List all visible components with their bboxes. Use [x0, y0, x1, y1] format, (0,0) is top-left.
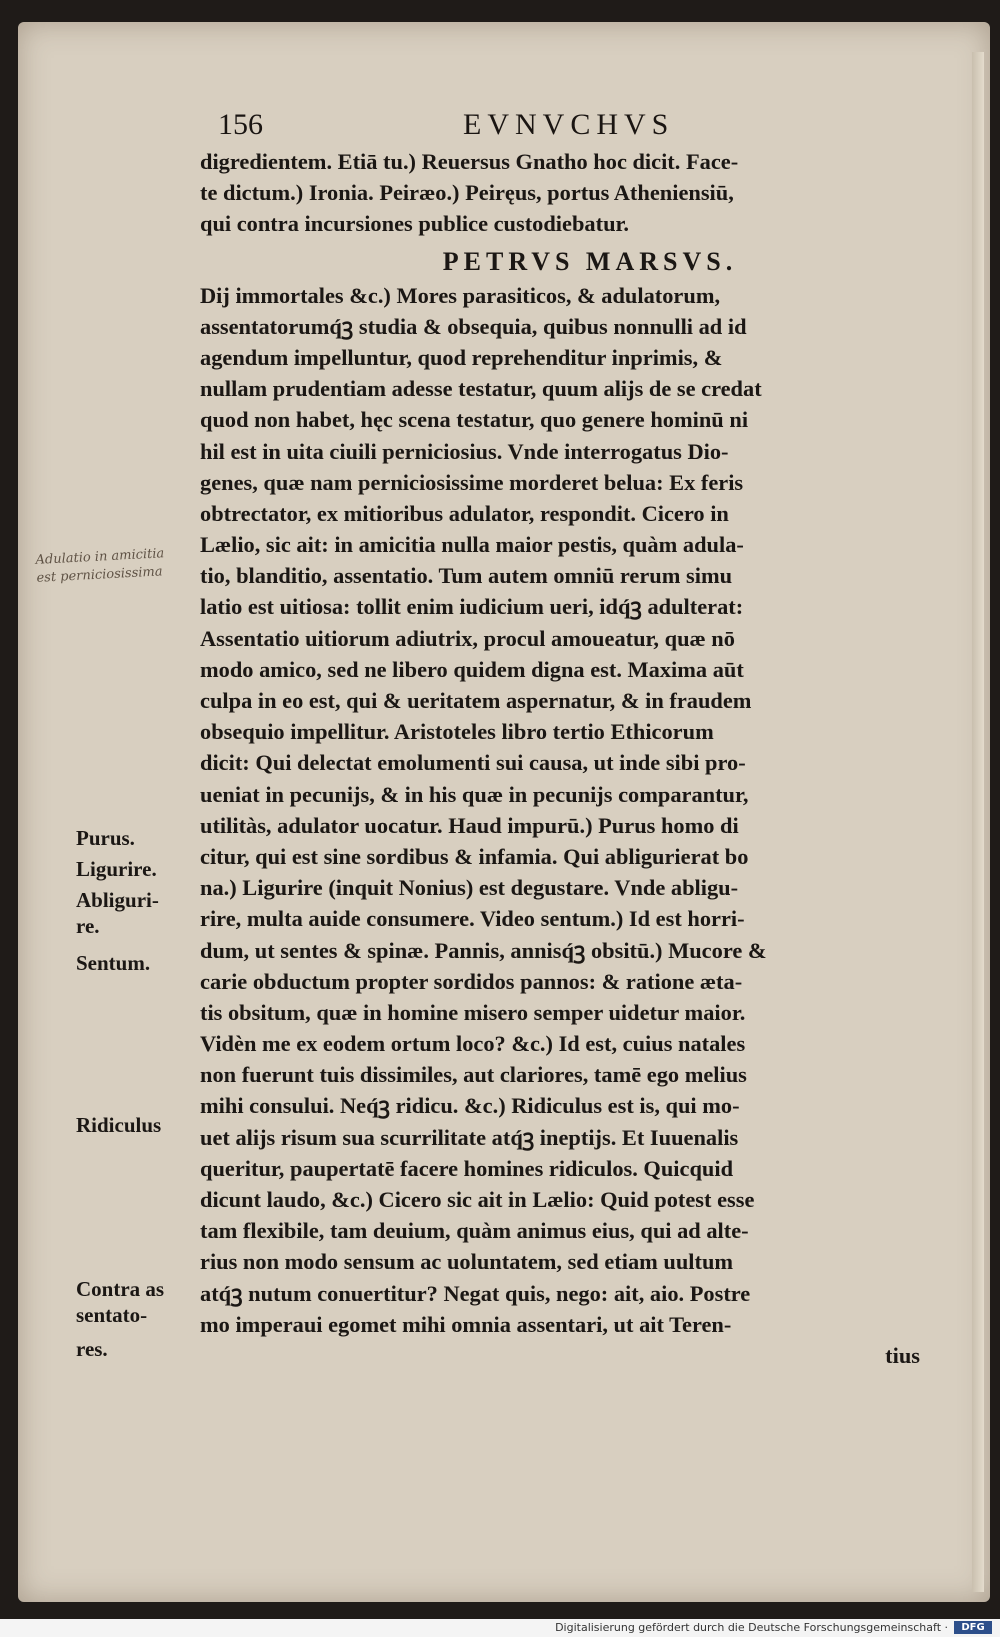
text-line: Assentatio uitiorum adiutrix, procul amoueatur, quæ nō — [200, 625, 735, 651]
text-line: te dictum.) Ironia. Peiræo.) Peiręus, portus Atheniensiū, — [200, 180, 734, 206]
margin-note: res. — [76, 1337, 108, 1361]
text-line: latio est uitiosa: tollit enim iudicium ueri, idq́ꝫ adulterat: — [200, 594, 744, 620]
page-number: 156 — [218, 108, 263, 141]
text-line: qui contra incursiones publice custodiebatur. — [200, 211, 630, 237]
margin-note: Ligurire. — [76, 857, 157, 881]
text-line: uet alijs risum sua scurrilitate atq́ꝫ ineptijs. Et Iuuenalis — [200, 1124, 739, 1150]
text-line: mo imperaui egomet mihi omnia assentari, ut ait Teren- — [200, 1311, 732, 1337]
text-line: rire, multa auide consumere. Video sentum.) Id est horri- — [200, 906, 745, 932]
catchword: tius — [885, 1342, 920, 1368]
footer-credit: Digitalisierung gefördert durch die Deutsche Forschungsgemeinschaft · — [555, 1621, 948, 1634]
text-line: obtrectator, ex mitioribus adulator, respondit. Cicero in — [200, 500, 729, 526]
text-line: dum, ut sentes & spinæ. Pannis, annisq́ꝫ obsitū.) Mucore & — [200, 937, 767, 963]
text-line: digredientem. Etiā tu.) Reuersus Gnatho hoc dicit. Face- — [200, 149, 739, 174]
margin-note: Purus. — [76, 826, 135, 850]
margin-note: re. — [76, 914, 100, 938]
text-line: culpa in eo est, qui & ueritatem aspernatur, & in fraudem — [200, 688, 752, 713]
text-line: obsequio impellitur. Aristoteles libro tertio Ethicorum — [200, 719, 714, 745]
text-line: rius non modo sensum ac uoluntatem, sed etiam uultum — [200, 1249, 734, 1275]
text-line: tis obsitum, quæ in homine misero semper uidetur maior. — [200, 999, 746, 1025]
text-line: carie obductum propter sordidos pannos: & ratione æta- — [200, 968, 743, 994]
text-line: tam flexibile, tam deuium, quàm animus eius, qui ad alte- — [200, 1218, 749, 1244]
margin-note: Sentum. — [76, 951, 151, 975]
margin-note: sentato- — [76, 1303, 148, 1327]
text-line: non fuerunt tuis dissimiles, aut clariores, tamē ego melius — [200, 1062, 747, 1088]
margin-note: Ridiculus — [76, 1113, 162, 1137]
text-line: tio, blanditio, assentatio. Tum autem omniū rerum simu — [200, 563, 733, 589]
text-line: assentatorumq́ꝫ studia & obsequia, quibus nonnulli ad id — [200, 313, 747, 339]
text-line: agendum impelluntur, quod reprehenditur inprimis, & — [200, 344, 723, 370]
section-heading: PETRVS MARSVS. — [442, 246, 738, 276]
text-line: Dij immortales &c.) Mores parasiticos, & adulatorum, — [200, 282, 721, 308]
page-header — [218, 108, 958, 148]
margin-note: Abliguri- — [76, 888, 159, 912]
handwritten-annotation: Adulatio in amicitia est perniciosissima — [35, 546, 165, 586]
text-line: Lælio, sic ait: in amicitia nulla maior pestis, quàm adula- — [200, 532, 744, 558]
text-line: hil est in uita ciuili perniciosius. Vnde interrogatus Dio- — [200, 438, 729, 464]
text-line: ueniat in pecunijs, & in his quæ in pecunijs comparantur, — [200, 781, 749, 807]
text-line: quod non habet, hęc scena testatur, quo genere hominū ni — [200, 407, 749, 433]
margin-note: Contra as — [76, 1277, 165, 1301]
text-line: nullam prudentiam adesse testatur, quum alijs de se credat — [200, 376, 762, 402]
main-text — [200, 146, 940, 1371]
text-line: dicit: Qui delectat emolumenti sui causa, ut inde sibi pro- — [200, 750, 746, 776]
text-line: na.) Ligurire (inquit Nonius) est degustare. Vnde abligu- — [200, 875, 739, 901]
page-edge — [972, 52, 984, 1592]
text-line: mihi consului. Neq́ꝫ ridicu. &c.) Ridiculus est is, qui mo- — [200, 1093, 740, 1119]
text-line: dicunt laudo, &c.) Cicero sic ait in Lælio: Quid potest esse — [200, 1187, 755, 1212]
text-line: utilitàs, adulator uocatur. Haud impurū.) Purus homo di — [200, 812, 739, 838]
text-line: modo amico, sed ne libero quidem digna est. Maxima aūt — [200, 656, 744, 682]
text-line: atq́ꝫ nutum conuertitur? Negat quis, nego: ait, aio. Postre — [200, 1280, 751, 1306]
text-line: Vidèn me ex eodem ortum loco? &c.) Id est, cuius natales — [200, 1031, 746, 1057]
text-line: genes, quæ nam perniciosissime morderet belua: Ex feris — [200, 469, 744, 495]
text-line: queritur, paupertatē facere homines ridiculos. Quicquid — [200, 1155, 734, 1181]
running-title: EVNVCHVS — [463, 108, 675, 141]
text-line: citur, qui est sine sordibus & infamia. Qui abligurierat bo — [200, 843, 749, 869]
dfg-logo: DFG — [954, 1621, 992, 1634]
